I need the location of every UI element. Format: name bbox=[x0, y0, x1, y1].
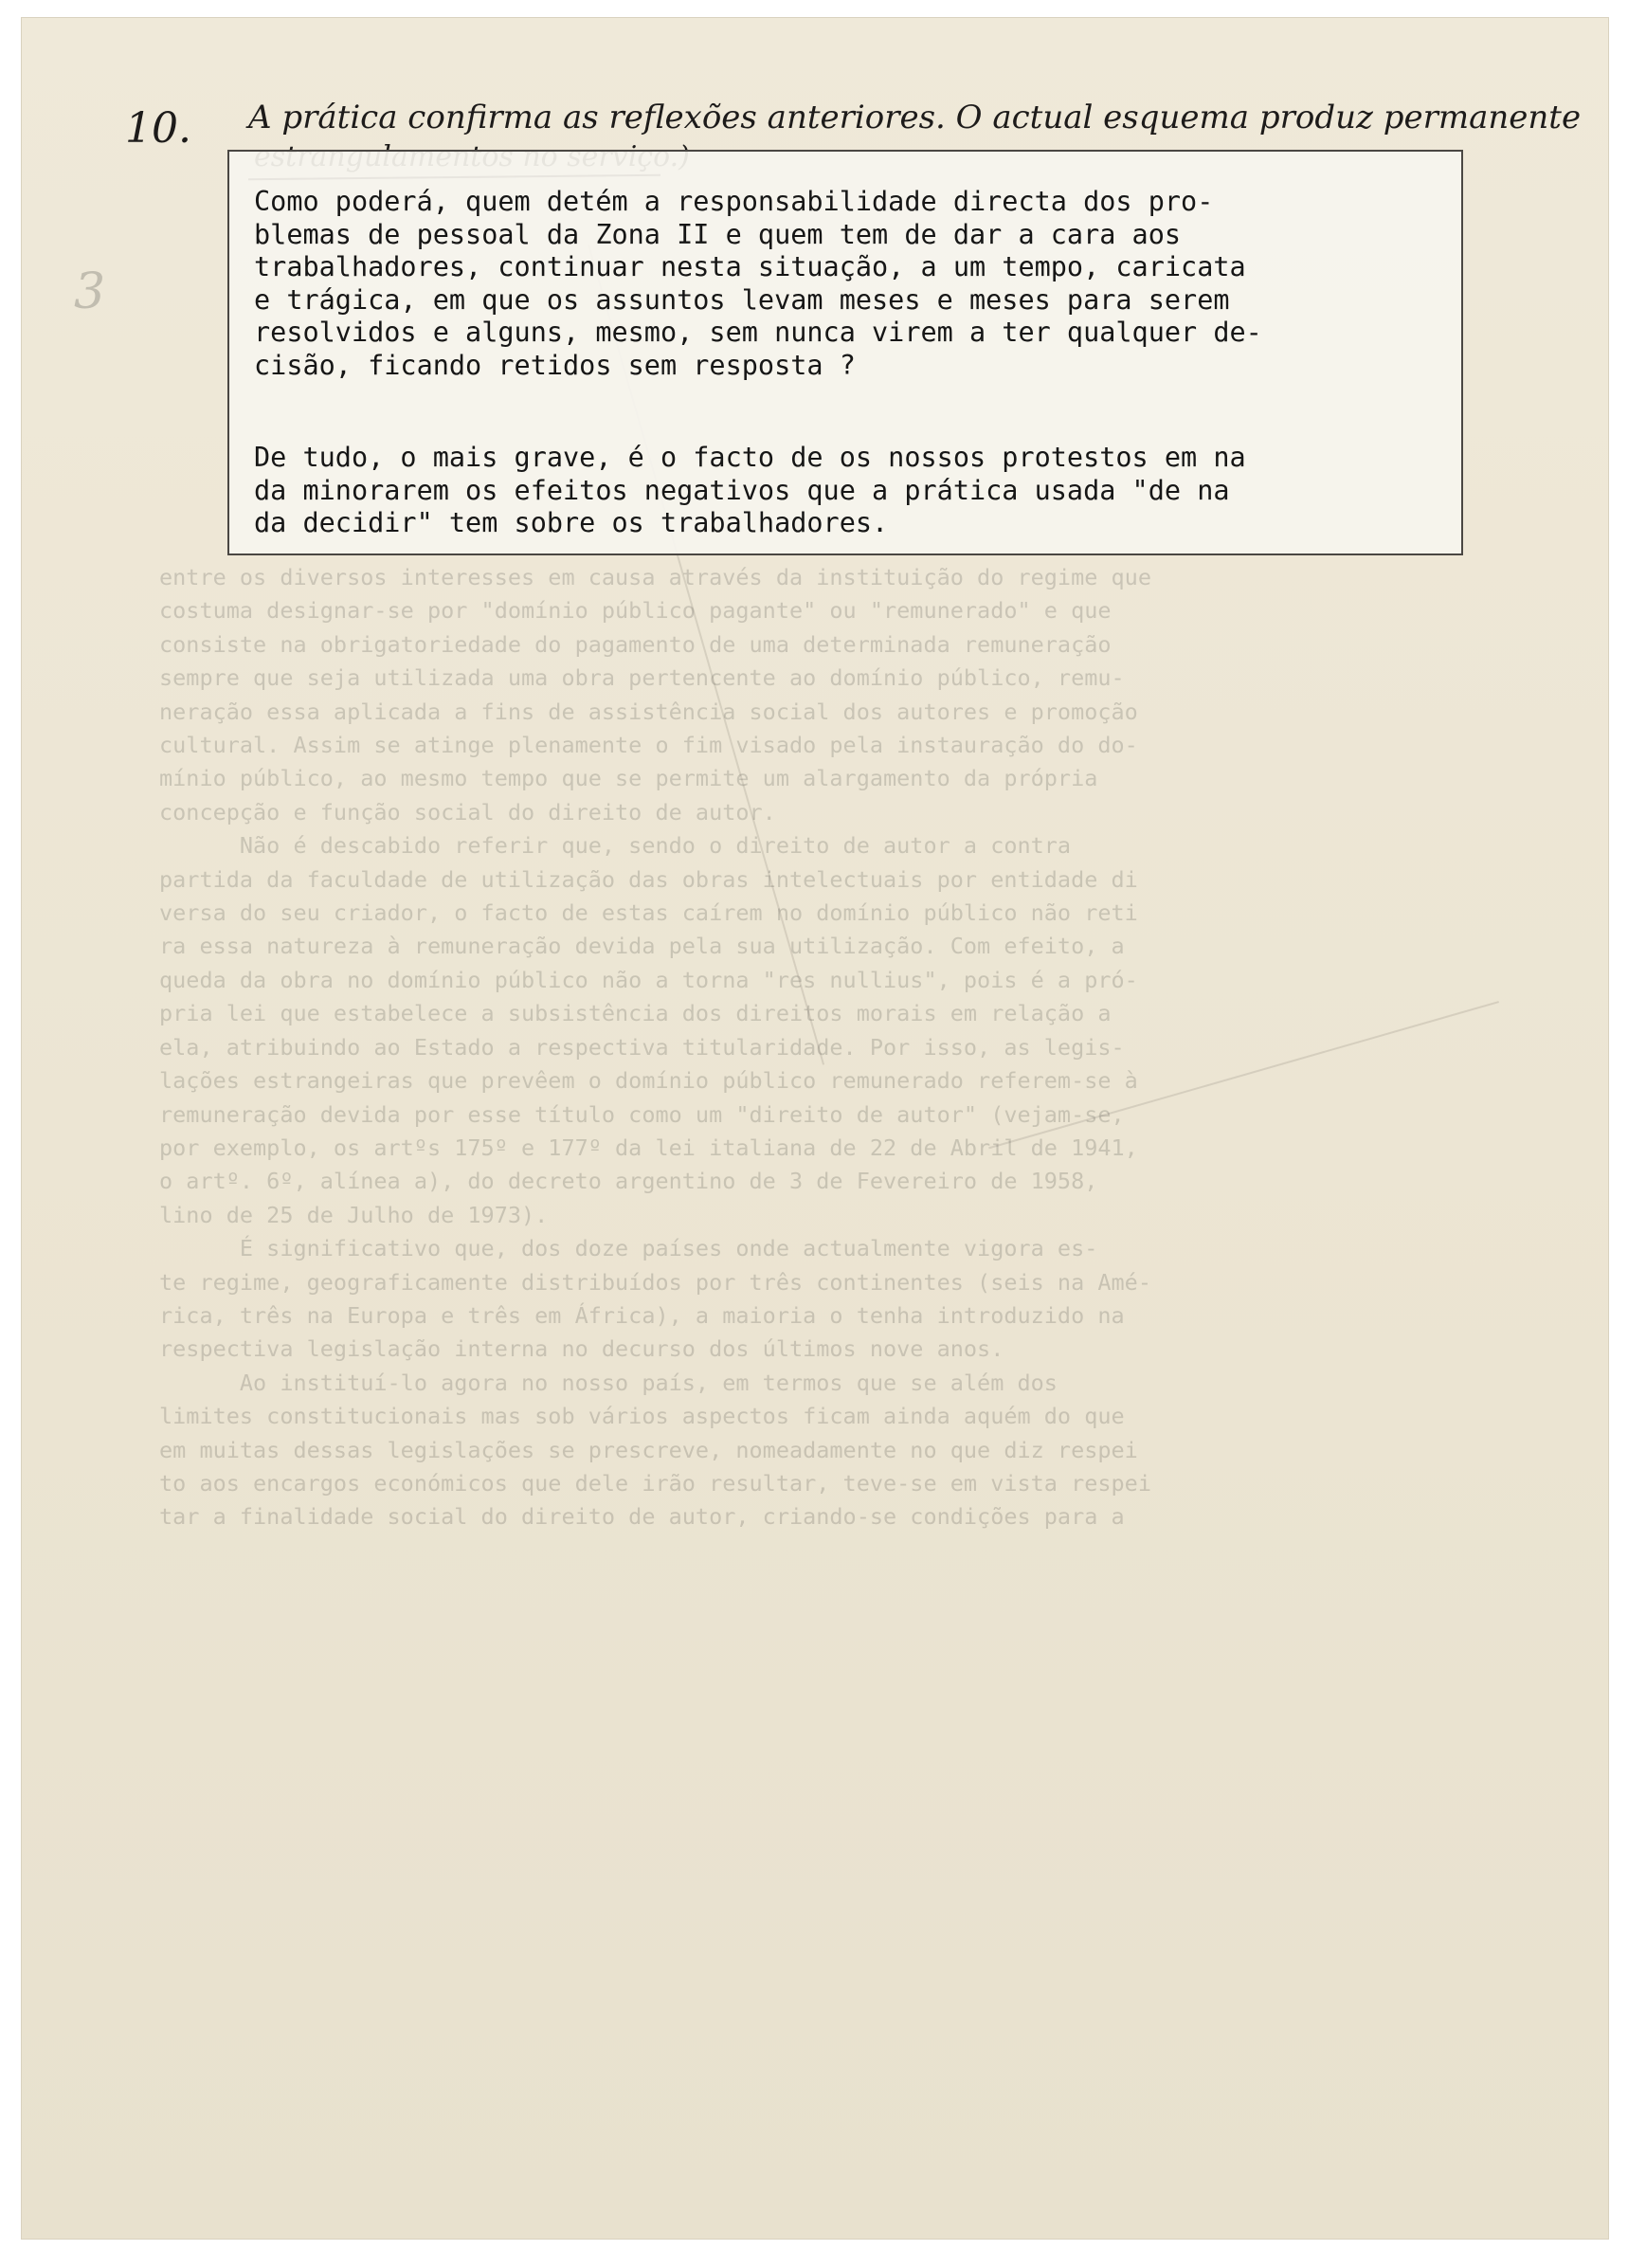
faint-line: por exemplo, os artºs 175º e 177º da lei italiana de 22 de Abril de 1941, bbox=[159, 1134, 1138, 1161]
faint-page-mark: 3 bbox=[74, 263, 106, 320]
faint-line: ra essa natureza à remuneração devida pela sua utilização. Com efeito, a bbox=[159, 933, 1125, 960]
note-paragraph-2 bbox=[254, 442, 1246, 540]
faint-line: ela, atribuindo ao Estado a respectiva titularidade. Por isso, as legis- bbox=[159, 1033, 1125, 1061]
faint-line: costuma designar-se por "domínio público pagante" ou "remunerado" e que bbox=[159, 597, 1112, 625]
faint-line: te regime, geograficamente distribuídos por três continentes (seis na Amé- bbox=[159, 1268, 1151, 1296]
faint-line: respectiva legislação interna no decurso dos últimos nove anos. bbox=[159, 1335, 1004, 1363]
pasted-typed-note bbox=[227, 150, 1463, 555]
faint-line: partida da faculdade de utilização das obras intelectuais por entidade di bbox=[159, 865, 1138, 893]
typed-line: e trágica, em que os assuntos levam meses e meses para serem bbox=[254, 283, 1230, 316]
typed-line: Como poderá, quem detém a responsabilidade directa dos pro- bbox=[254, 186, 1214, 217]
faint-line: pria lei que estabelece a subsistência dos direitos morais em relação a bbox=[159, 1000, 1112, 1027]
typed-line: trabalhadores, continuar nesta situação, a um tempo, caricata bbox=[254, 251, 1246, 282]
faint-line: cultural. Assim se atinge plenamente o fim visado pela instauração do do- bbox=[159, 732, 1138, 759]
faint-line: remuneração devida por esse título como um "direito de autor" (vejam-se, bbox=[159, 1100, 1125, 1128]
typed-line: De tudo, o mais grave, é o facto de os nossos protestos em na bbox=[254, 442, 1246, 473]
faint-line: tar a finalidade social do direito de autor, criando-se condições para a bbox=[159, 1503, 1125, 1531]
typed-line: da minorarem os efeitos negativos que a prática usada "de na bbox=[254, 474, 1230, 506]
faint-bleed-through-text bbox=[159, 561, 1467, 1534]
handwritten-item-number: 10. bbox=[125, 104, 191, 153]
handwritten-note-line-1: A prática confirma as reflexões anteriores. O actual esquema produz permanente bbox=[248, 99, 1582, 136]
note-paragraph-1 bbox=[254, 186, 1262, 382]
faint-line: o artº. 6º, alínea a), do decreto argentino de 3 de Fevereiro de 1958, bbox=[159, 1168, 1098, 1195]
faint-line: lações estrangeiras que prevêem o domínio público remunerado referem-se à bbox=[159, 1067, 1138, 1095]
typed-line: blemas de pessoal da Zona II e quem tem de dar a cara aos bbox=[254, 218, 1182, 250]
faint-line: Não é descabido referir que, sendo o direito de autor a contra bbox=[159, 832, 1072, 860]
faint-line: entre os diversos interesses em causa através da instituição do regime que bbox=[159, 564, 1151, 590]
faint-line: neração essa aplicada a fins de assistência social dos autores e promoção bbox=[159, 698, 1138, 725]
faint-line: lino de 25 de Julho de 1973). bbox=[159, 1201, 549, 1228]
typed-line: resolvidos e alguns, mesmo, sem nunca virem a ter qualquer de- bbox=[254, 317, 1262, 348]
faint-line: concepção e função social do direito de autor. bbox=[159, 798, 776, 826]
typed-line: cisão, ficando retidos sem resposta ? bbox=[254, 349, 856, 381]
faint-line: em muitas dessas legislações se prescreve, nomeadamente no que diz respei bbox=[159, 1436, 1138, 1463]
faint-line: queda da obra no domínio público não a torna "res nullius", pois é a pró- bbox=[159, 966, 1138, 993]
faint-line: mínio público, ao mesmo tempo que se permite um alargamento da própria bbox=[159, 765, 1098, 792]
typed-line: da decidir" tem sobre os trabalhadores. bbox=[254, 507, 889, 538]
faint-line: to aos encargos económicos que dele irão resultar, teve-se em vista respei bbox=[159, 1469, 1151, 1497]
faint-line: sempre que seja utilizada uma obra pertencente ao domínio público, remu- bbox=[159, 664, 1125, 692]
faint-line: consiste na obrigatoriedade do pagamento de uma determinada remuneração bbox=[159, 630, 1112, 658]
faint-line: É significativo que, dos doze países onde actualmente vigora es- bbox=[159, 1235, 1098, 1262]
faint-line: rica, três na Europa e três em África), a maioria o tenha introduzido na bbox=[159, 1301, 1125, 1329]
faint-line: limites constitucionais mas sob vários aspectos ficam ainda aquém do que bbox=[159, 1403, 1125, 1430]
faint-line: Ao instituí-lo agora no nosso país, em termos que se além dos bbox=[159, 1369, 1058, 1396]
faint-line: versa do seu criador, o facto de estas caírem no domínio público não reti bbox=[159, 899, 1138, 927]
